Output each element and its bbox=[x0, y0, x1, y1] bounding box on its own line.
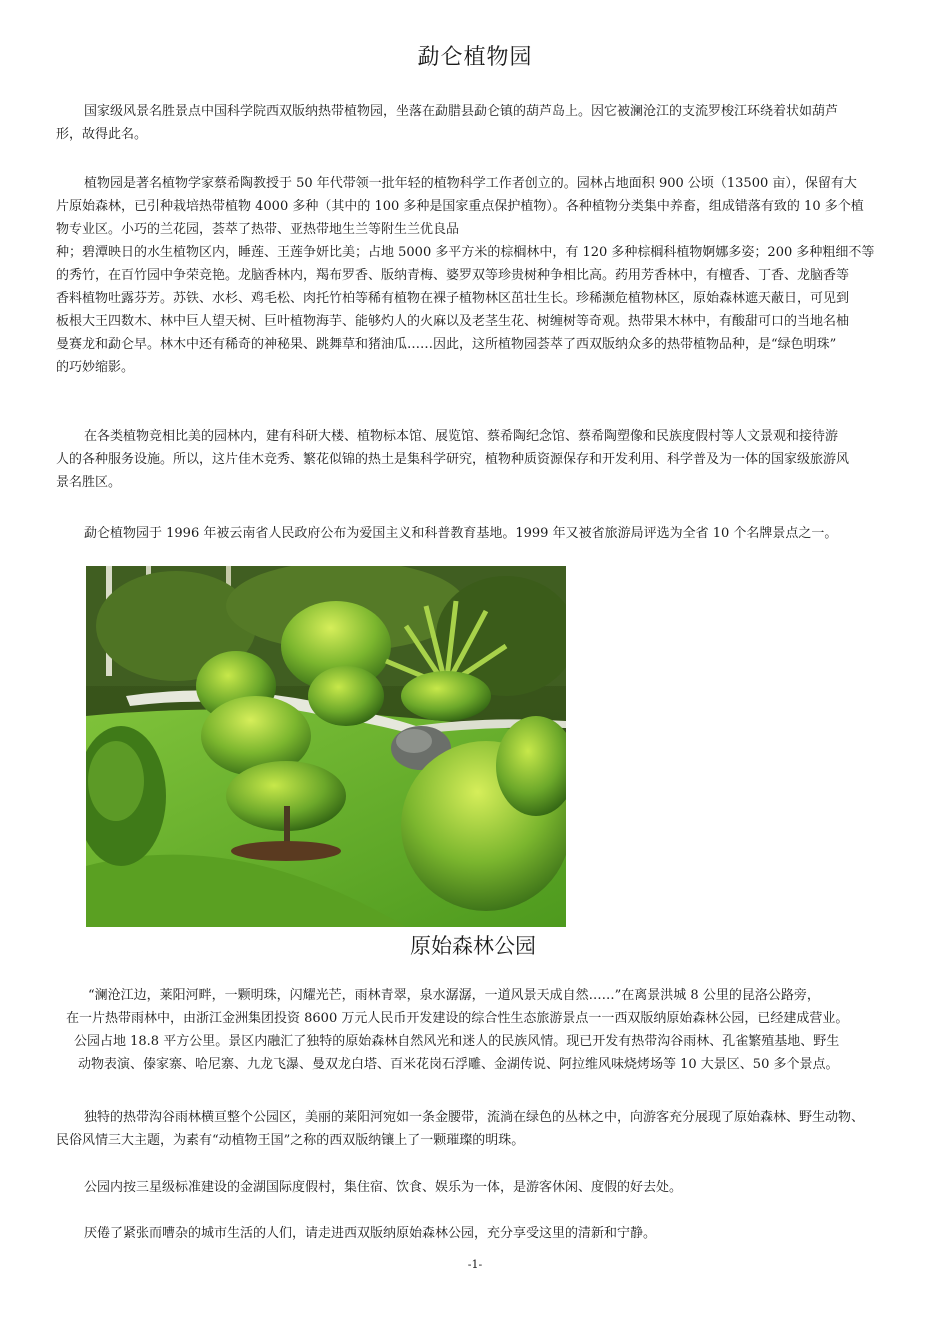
paragraph-history bbox=[56, 172, 900, 379]
paragraph-resort bbox=[56, 1176, 900, 1199]
text-line: 形，故得此名。 bbox=[56, 127, 148, 142]
text-line: 片原始森林，已引种栽培热带植物 4000 多种（其中的 100 多种是国家重点保护植物）。各种植物分类集中养畜，组成错落有致的 10 多个植 bbox=[56, 199, 864, 214]
text-line: 板根大王四数木、林中巨人望天树、巨叶植物海芋、能够灼人的火麻以及老茎生花、树缠树等奇观。热带果木林中，有酸甜可口的当地名柚 bbox=[56, 314, 850, 329]
section-title-forest-park: 原始森林公园 bbox=[410, 934, 536, 958]
text-line: 的秀竹，在百竹园中争荣竞艳。龙脑香林内，羯布罗香、版纳青梅、婆罗双等珍贵树种争相比高。药用芳香林中，有檀香、丁香、龙脑香等 bbox=[56, 268, 850, 283]
paragraph-awards bbox=[56, 522, 900, 545]
text-line: 物专业区。小巧的兰花园，荟萃了热带、亚热带地生兰等附生兰优良品 bbox=[56, 222, 460, 237]
text-line: 动物表演、傣家寨、哈尼寨、九龙飞瀑、曼双龙白塔、百米花岗石浮雕、金湖传说、阿拉维风味烧烤场等 10 大景区、50 多个景点。 bbox=[78, 1057, 839, 1072]
text-line: 曼赛龙和勐仑早。林木中还有稀奇的神秘果、跳舞草和猪油瓜……因此，这所植物园荟萃了西双版纳众多的热带植物品种，是“绿色明珠” bbox=[56, 337, 837, 352]
paragraph-invitation bbox=[56, 1222, 900, 1245]
text-line: 的巧妙缩影。 bbox=[56, 360, 135, 375]
text-line: 种；碧潭映日的水生植物区内，睡莲、王莲争妍比美；占地 5000 多平方米的棕榈林中，有 120 多种棕榈科植物婀娜多姿；200 多种粗细不等 bbox=[56, 245, 875, 260]
text-line: 公园内按三星级标准建设的金湖国际度假村，集住宿、饮食、娱乐为一体，是游客休闲、度假的好去处。 bbox=[84, 1180, 683, 1195]
paragraph-facilities bbox=[56, 425, 900, 494]
page-number: -1- bbox=[467, 1258, 483, 1271]
text-line: 人的各种服务设施。所以，这片佳木竞秀、繁花似锦的热土是集科学研究，植物种质资源保存和开发利用、科学普及为一体的国家级旅游风 bbox=[56, 452, 850, 467]
text-line: 在各类植物竞相比美的园林内，建有科研大楼、植物标本馆、展览馆、蔡希陶纪念馆、蔡希陶塑像和民族度假村等人文景观和接待游 bbox=[84, 429, 839, 444]
text-line: 香料植物吐露芬芳。苏铁、水杉、鸡毛松、肉托竹柏等稀有植物在裸子植物林区茁壮生长。珍稀濒危植物林区，原始森林遮天蔽日，可见到 bbox=[56, 291, 850, 306]
paragraph-rainforest bbox=[56, 1106, 936, 1152]
text-line: 民俗风情三大主题，为素有“动植物王国”之称的西双版纳镶上了一颗璀璨的明珠。 bbox=[56, 1133, 525, 1148]
garden-topiary-photo bbox=[86, 566, 566, 927]
page-title: 勐仑植物园 bbox=[417, 45, 533, 70]
text-line: 国家级风景名胜景点中国科学院西双版纳热带植物园，坐落在勐腊县勐仑镇的葫芦岛上。因它被澜沧江的支流罗梭江环绕着状如葫芦 bbox=[84, 104, 839, 119]
paragraph-intro bbox=[56, 100, 900, 146]
text-line: 在一片热带雨林中，由浙江金洲集团投资 8600 万元人民币开发建设的综合性生态旅游景点一一西双版纳原始森林公园，已经建成营业。 bbox=[66, 1011, 849, 1026]
text-line: 植物园是著名植物学家蔡希陶教授于 50 年代带领一批年轻的植物科学工作者创立的。园林占地面积 900 公顷（13500 亩），保留有大 bbox=[84, 176, 857, 191]
paragraph-forest-park-intro bbox=[56, 984, 936, 1076]
text-line: 公园占地 18.8 平方公里。景区内融汇了独特的原始森林自然风光和迷人的民族风情。现已开发有热带沟谷雨林、孔雀繁殖基地、野生 bbox=[74, 1034, 840, 1049]
text-line: “澜沧江边，莱阳河畔，一颗明珠，闪耀光芒，雨林青翠，泉水潺潺，一道风景天成自然……”在离景洪城 8 公里的昆洛公路旁， bbox=[88, 988, 820, 1003]
text-line: 景名胜区。 bbox=[56, 475, 122, 490]
text-line: 独特的热带沟谷雨林横亘整个公园区，美丽的莱阳河宛如一条金腰带，流淌在绿色的丛林之中，向游客充分展现了原始森林、野生动物、 bbox=[84, 1110, 865, 1125]
text-line: 勐仑植物园于 1996 年被云南省人民政府公布为爱国主义和科普教育基地。1999 年又被省旅游局评选为全省 10 个名牌景点之一。 bbox=[84, 526, 838, 541]
text-line: 厌倦了紧张而嘈杂的城市生活的人们，请走进西双版纳原始森林公园，充分享受这里的清新和宁静。 bbox=[84, 1226, 657, 1241]
